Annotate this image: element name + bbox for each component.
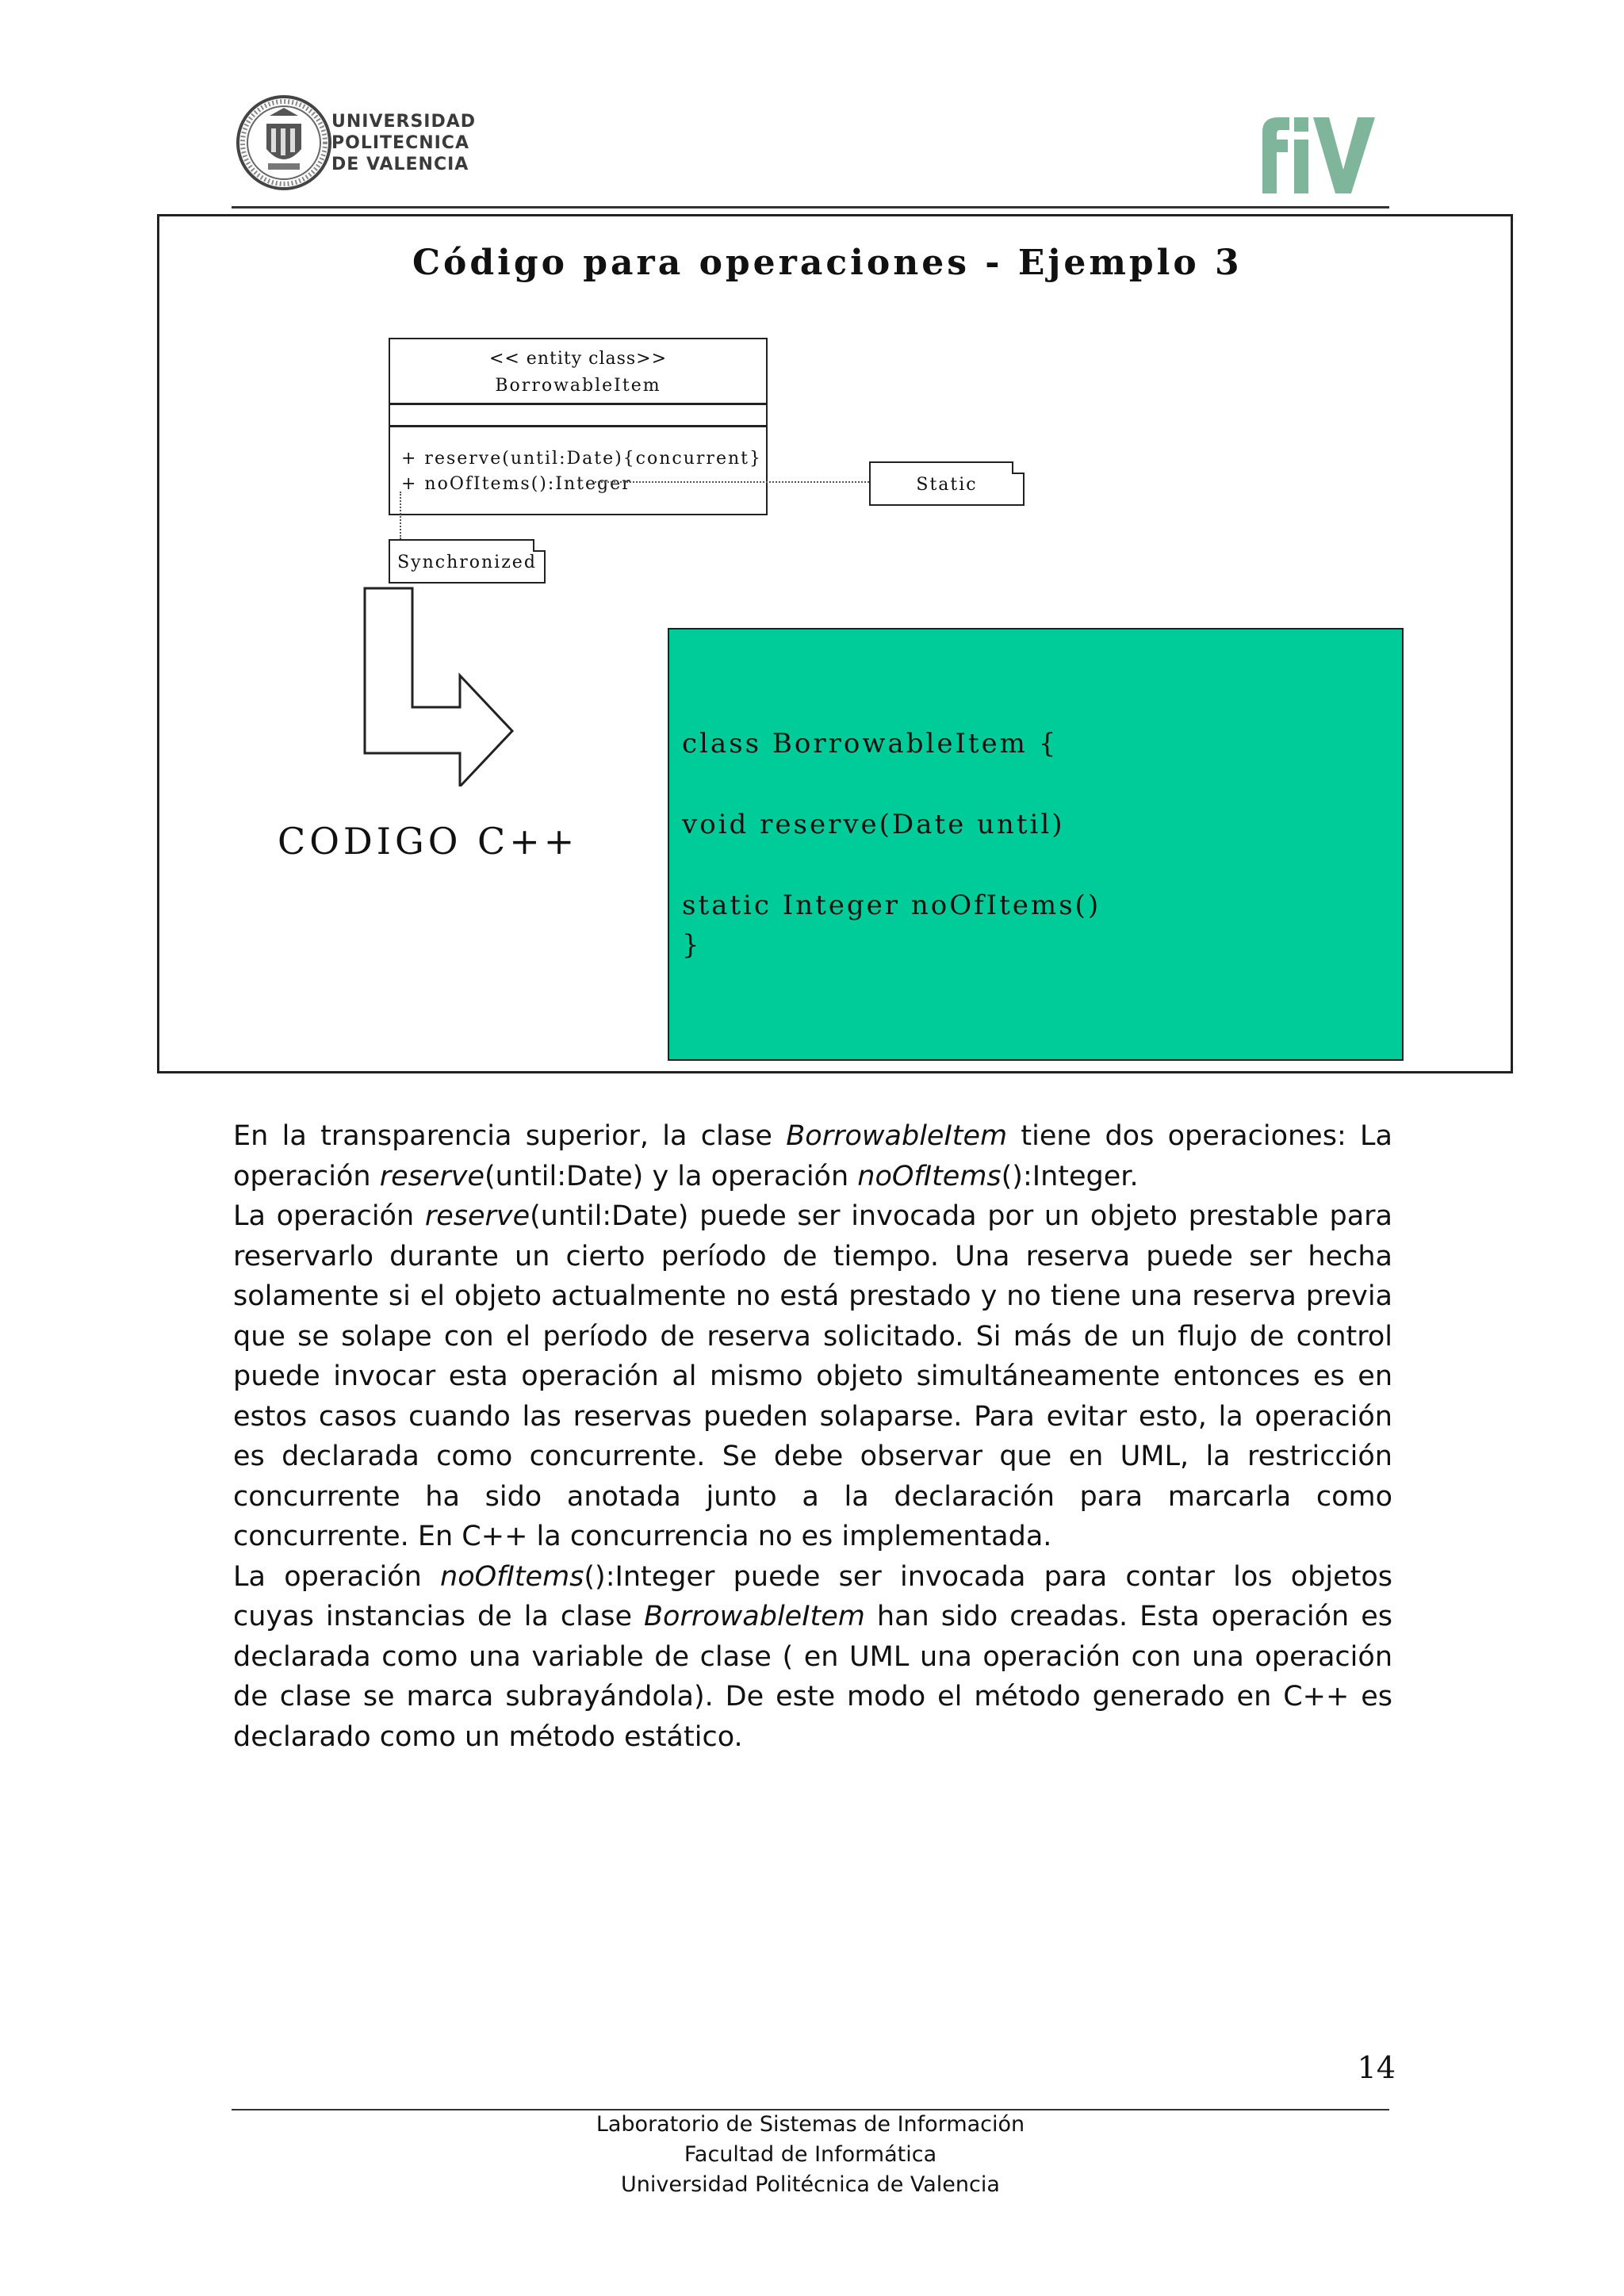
text-run-italic: reserve xyxy=(379,1160,485,1192)
slide-title: Código para operaciones - Ejemplo 3 xyxy=(412,243,1243,283)
uml-class-name: BorrowableItem xyxy=(495,376,661,396)
page-number: 14 xyxy=(1357,2050,1396,2085)
body-text xyxy=(233,1116,1392,1757)
text-run-italic: noOfItems xyxy=(857,1160,1002,1192)
university-line: POLITECNICA xyxy=(331,133,469,153)
text-run: En la transparencia superior, la clase xyxy=(233,1120,787,1152)
note-connector xyxy=(595,481,869,483)
uml-separator xyxy=(389,403,768,405)
text-run: (until:Date) y la operación xyxy=(485,1160,858,1192)
university-name xyxy=(331,111,476,175)
footer-line-text: Facultad de Informática xyxy=(684,2142,937,2167)
text-run: La operación xyxy=(233,1560,441,1593)
code-line: class BorrowableItem { xyxy=(682,728,1059,760)
text-run-italic: BorrowableItem xyxy=(786,1120,1008,1152)
header-divider xyxy=(232,206,1389,209)
text-run-italic: noOfItems xyxy=(440,1560,584,1593)
footer-line-text: Universidad Politécnica de Valencia xyxy=(621,2172,1000,2197)
bent-arrow-icon xyxy=(362,587,517,786)
paragraph xyxy=(233,1557,1392,1758)
text-run: La operación xyxy=(233,1200,425,1232)
uml-note-static xyxy=(869,461,1025,506)
code-line: } xyxy=(682,929,702,961)
note-fold-icon xyxy=(1012,461,1025,474)
uml-separator xyxy=(389,425,768,427)
code-box xyxy=(668,628,1404,1061)
code-line: void reserve(Date until) xyxy=(682,809,1065,840)
text-run: ():Integer puede ser invocada para contar los objetos cuyas instancias de la clase xyxy=(233,1560,1392,1632)
uml-stereotype: << entity class>> xyxy=(488,349,668,369)
paragraph xyxy=(233,1196,1392,1557)
uml-note-synchronized xyxy=(389,539,546,584)
uml-operation: + noOfItems():Integer xyxy=(401,474,632,494)
footer-divider xyxy=(232,2109,1389,2110)
note-label: Synchronized xyxy=(397,553,537,572)
note-connector xyxy=(400,492,401,539)
university-line: UNIVERSIDAD xyxy=(331,112,477,132)
university-line: DE VALENCIA xyxy=(331,155,469,174)
fiv-logo xyxy=(1258,111,1378,195)
note-fold-icon xyxy=(533,539,546,552)
text-run: han sido creadas. Esta operación es declarada como una variable de clase ( en UML una operación con una operación de clase se marca subrayándola). De este modo el método generado en C++ es declarado como un método estático. xyxy=(233,1601,1392,1753)
upv-logo xyxy=(235,94,477,192)
text-run: tiene dos operaciones: La operación xyxy=(233,1120,1392,1192)
text-run-italic: BorrowableItem xyxy=(644,1601,865,1632)
university-seal-icon xyxy=(235,94,333,192)
paragraph xyxy=(233,1116,1392,1196)
code-line: static Integer noOfItems() xyxy=(682,890,1101,921)
text-run-italic: reserve xyxy=(424,1200,530,1232)
text-run: (until:Date) puede ser invocada por un objeto prestable para reservarlo durante un cierto período de tiempo. Una reserva puede ser hecha solamente si el objeto actualmente no está prestado y no tiene una reserva previa que se solape con el período de reserva solicitado. Si más de un flujo de control puede invocar esta operación al mismo objeto simultáneamente entonces es en estos casos cuando las reservas pueden solaparse. Para evitar esto, la operación es declarada como concurrente. Se debe observar que en UML, la restricción concurrente ha sido anotada junto a la declaración para marcarla como concurrente. En C++ la concurrencia no es implementada. xyxy=(233,1200,1392,1552)
note-label: Static xyxy=(916,475,978,495)
footer-line-text: Laboratorio de Sistemas de Información xyxy=(596,2112,1025,2137)
codigo-label: CODIGO C++ xyxy=(278,820,579,863)
fiv-logo-icon xyxy=(1258,111,1378,195)
text-run: ():Integer. xyxy=(1001,1160,1139,1192)
uml-operation: + reserve(until:Date){concurrent} xyxy=(401,449,762,469)
